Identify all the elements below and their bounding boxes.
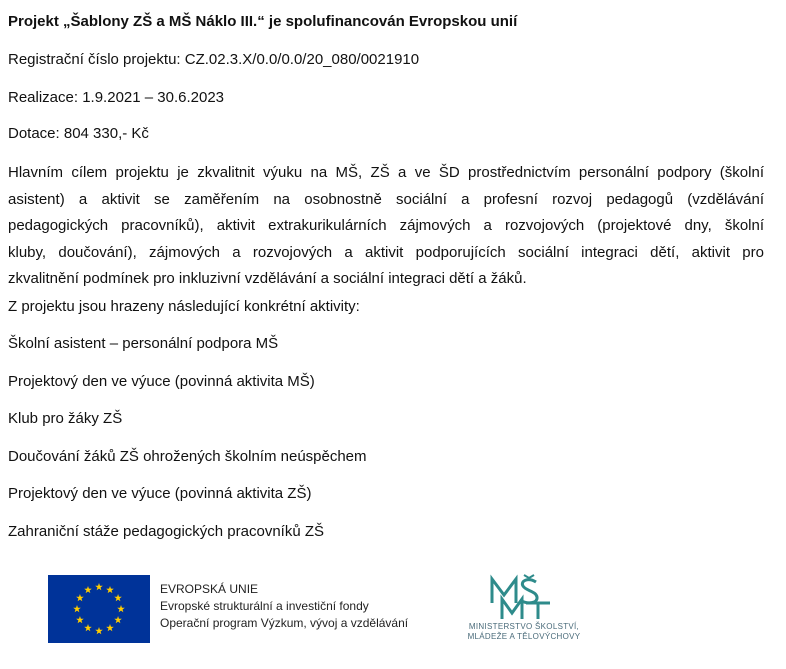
activity-item: Projektový den ve výuce (povinná aktivita ZŠ): [8, 485, 312, 502]
description-line: zkvalitnění podmínek pro inkluzivní vzdělávání a sociální integraci dětí a žáků.: [8, 270, 527, 287]
eu-programme: Operační program Výzkum, vývoj a vzdělávání: [160, 616, 409, 630]
eu-funds: Evropské strukturální a investiční fondy: [160, 599, 369, 613]
activity-item: Zahraniční stáže pedagogických pracovníků ZŠ: [8, 523, 325, 540]
description-line: kluby, doučování), zájmových a rozvojových a aktivit podporujících sociální integraci dětí, aktivit pro: [8, 243, 764, 261]
activity-item: Školní asistent – personální podpora MŠ: [8, 335, 279, 352]
msmt-letter-m-bottom: [502, 599, 522, 619]
msmt-name-line2: MLÁDEŽE A TĚLOVÝCHOVY: [467, 632, 581, 641]
msmt-caron: [524, 575, 534, 578]
msmt-letter-t: [526, 603, 550, 619]
activities-intro: Z projektu jsou hrazeny následující konkrétní aktivity:: [8, 298, 360, 315]
realization-dates: Realizace: 1.9.2021 – 30.6.2023: [8, 89, 224, 106]
project-title: Projekt „Šablony ZŠ a MŠ Náklo III.“ je spolufinancován Evropskou unií: [8, 13, 518, 30]
description-line: Hlavním cílem projektu je zkvalitnit výuku na MŠ, ZŠ a ve ŠD prostřednictvím personální podpory (školní: [8, 164, 764, 181]
msmt-name-line1: MINISTERSTVO ŠKOLSTVÍ,: [468, 622, 580, 631]
activity-item: Doučování žáků ZŠ ohrožených školním neúspěchem: [8, 448, 367, 465]
activity-item: Projektový den ve výuce (povinná aktivita MŠ): [8, 373, 315, 390]
eu-name: EVROPSKÁ UNIE: [160, 582, 259, 596]
project-description: [8, 160, 764, 293]
eu-caption: [160, 581, 408, 632]
subsidy-amount: Dotace: 804 330,- Kč: [8, 125, 149, 142]
msmt-caption: [456, 622, 592, 642]
description-line: pedagogických pracovníků), aktivit extrakurikulárních zájmových a rozvojových (projektové dny, školní: [8, 217, 764, 234]
registration-number: Registrační číslo projektu: CZ.02.3.X/0.0/0.0/20_080/0021910: [8, 51, 420, 68]
activity-item: Klub pro žáky ZŠ: [8, 410, 123, 427]
eu-flag-logo: [48, 575, 150, 643]
description-line: asistent) a aktivit se zaměřením na osobnostně sociální a profesní rozvoj pedagogů (vzdělávání: [8, 190, 764, 208]
